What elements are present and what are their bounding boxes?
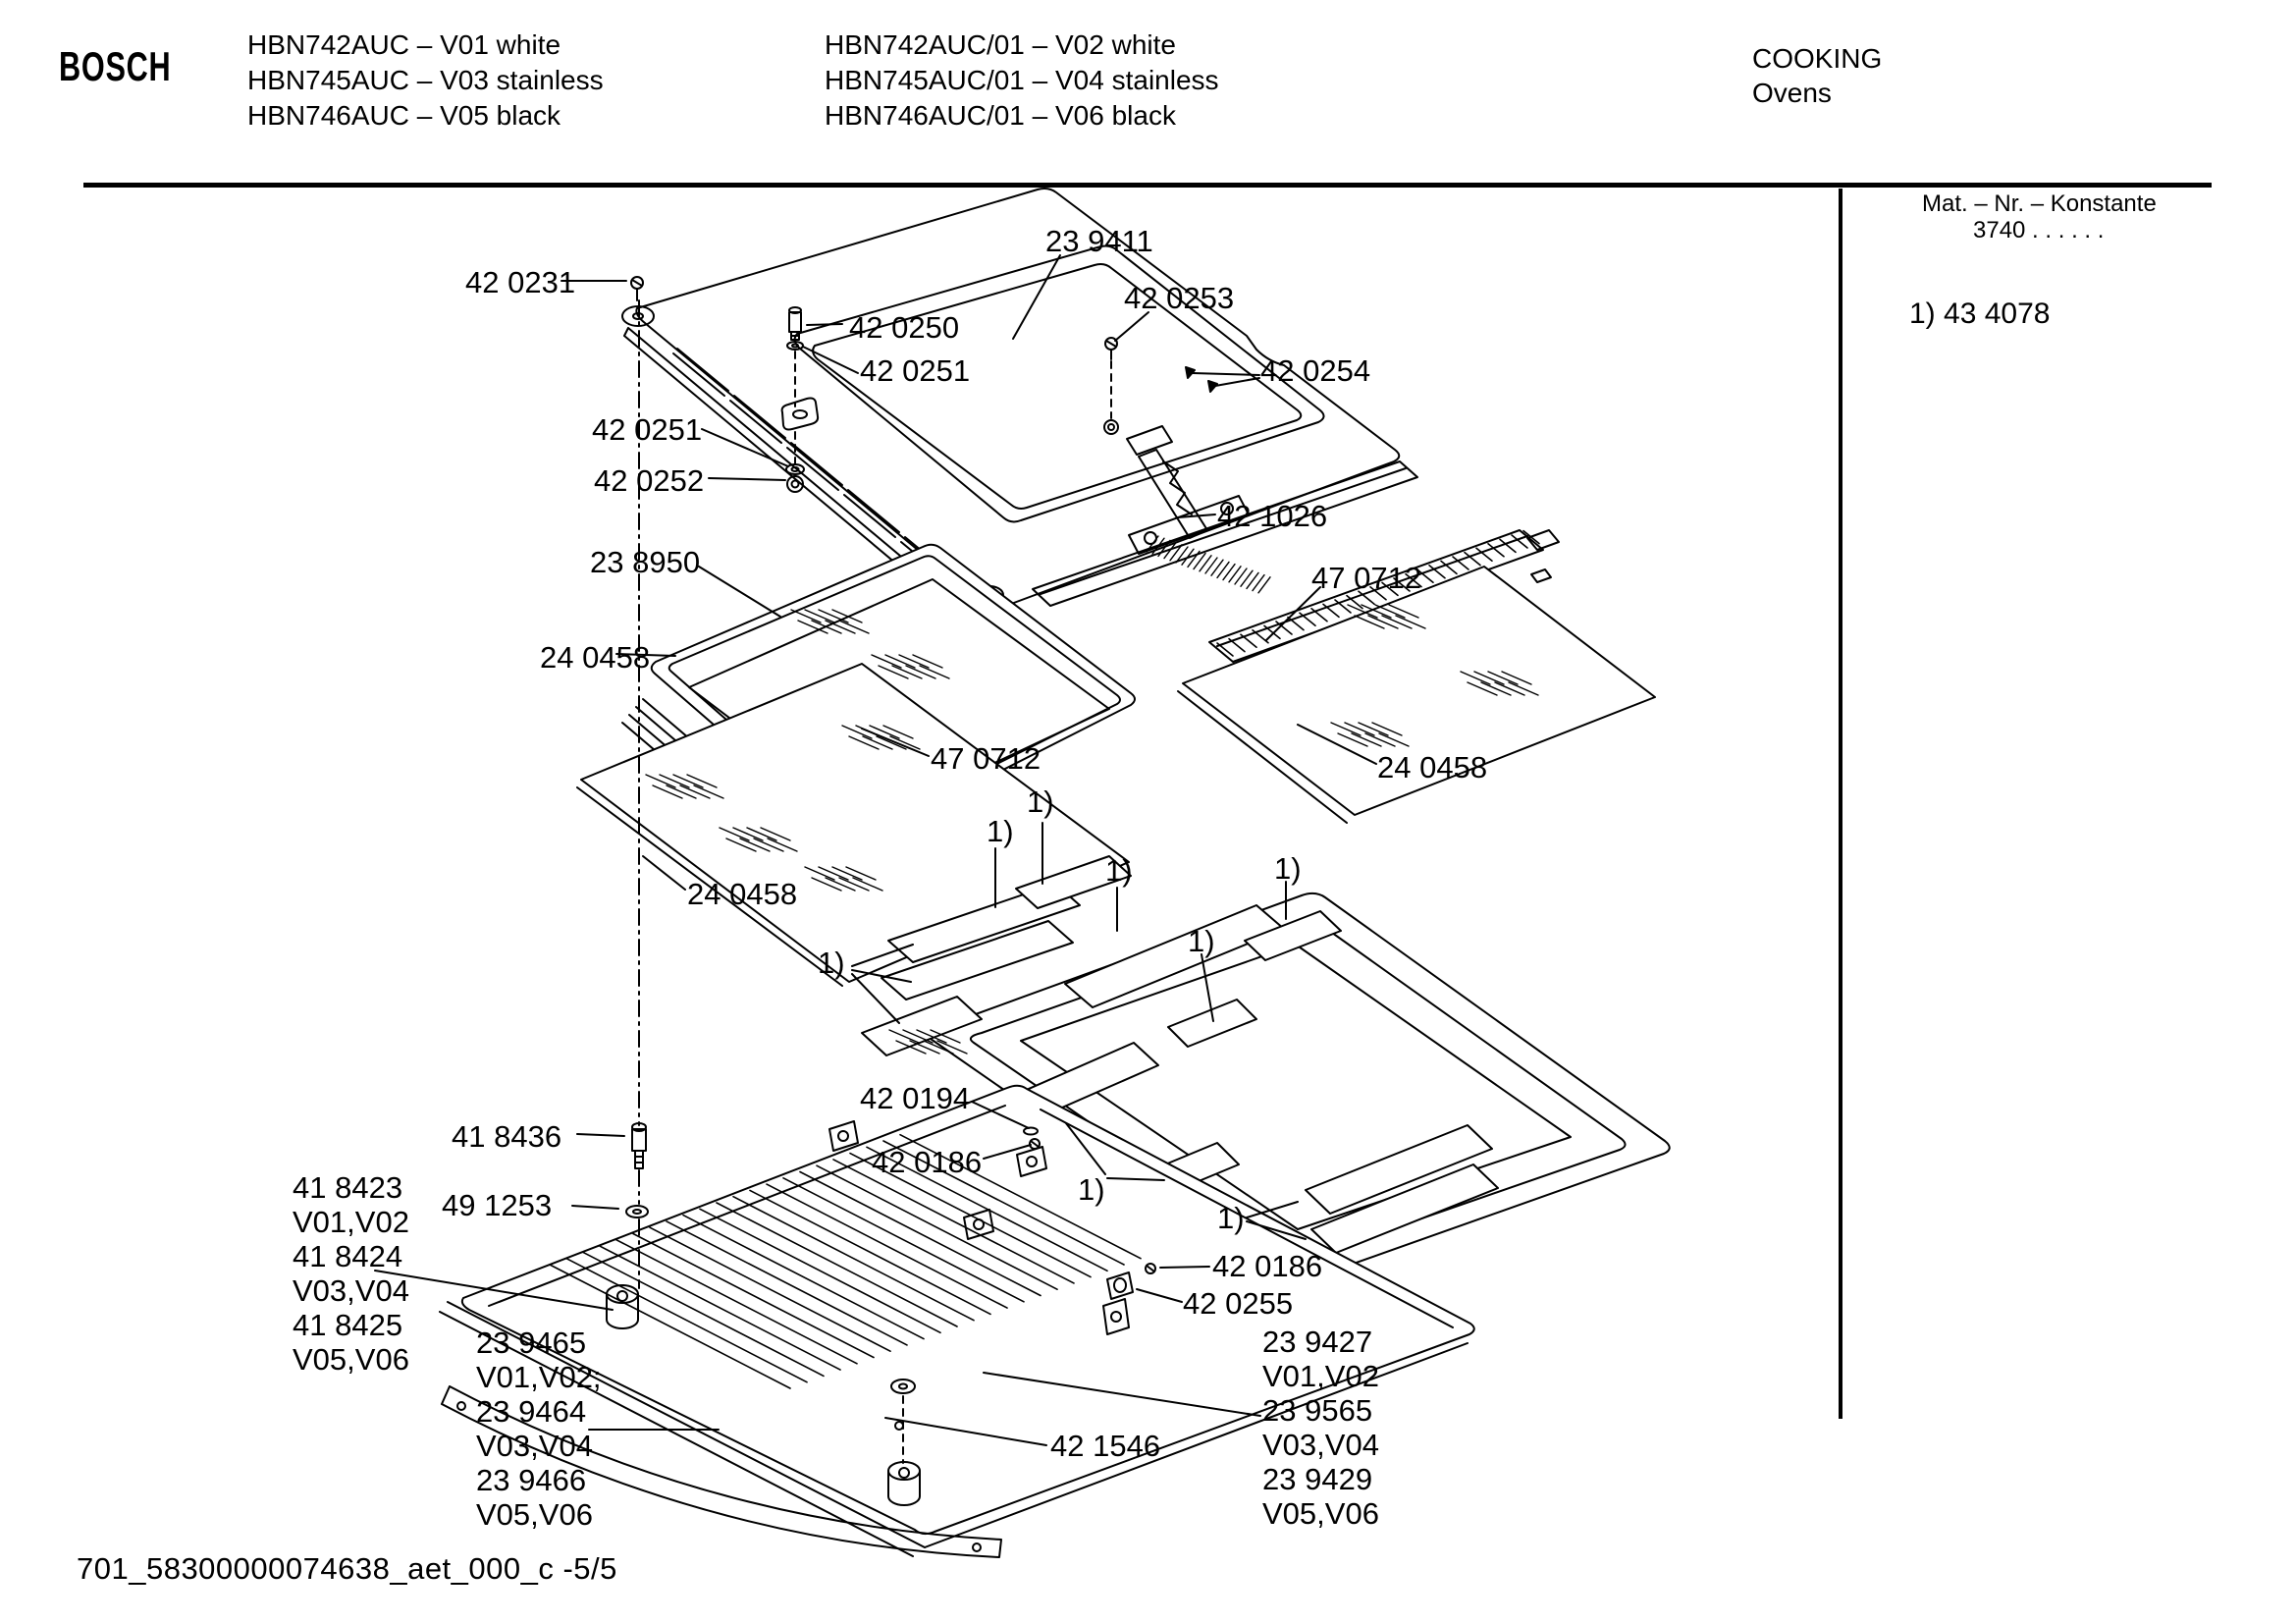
foam-ref-marker: 1) — [1217, 1201, 1245, 1235]
list-line: 23 9464 — [476, 1394, 587, 1429]
foam-ref-marker: 1) — [1188, 924, 1215, 958]
foam-ref-marker: 1) — [1027, 784, 1054, 819]
mat-nr-label: Mat. – Nr. – Konstante — [1922, 190, 2157, 217]
category-subtitle: Ovens — [1752, 78, 1832, 108]
part-label-42-0252: 42 0252 — [594, 463, 705, 498]
part-label-49-1253: 49 1253 — [442, 1188, 553, 1222]
part-label-47-0712-middle: 47 0712 — [931, 741, 1041, 776]
list-line: 41 8423 — [293, 1170, 403, 1205]
part-label-42-0253: 42 0253 — [1124, 281, 1235, 315]
model-list-left — [247, 27, 604, 134]
list-line: V05,V06 — [1262, 1496, 1379, 1531]
part-label-42-0231: 42 0231 — [465, 265, 576, 299]
list-line: V05,V06 — [293, 1342, 409, 1377]
part-label-42-0254: 42 0254 — [1260, 353, 1371, 388]
footnote-43-4078: 1) 43 4078 — [1909, 298, 2051, 330]
list-line: V01,V02; — [476, 1360, 602, 1394]
model-list-right — [825, 27, 1219, 134]
part-label-42-0251-upper: 42 0251 — [860, 353, 971, 388]
part-label-24-0458-lower: 24 0458 — [687, 877, 798, 911]
part-label-42-0186-left: 42 0186 — [872, 1145, 983, 1179]
foam-ref-marker: 1) — [1274, 851, 1302, 886]
list-line: 41 8424 — [293, 1239, 403, 1273]
list-line: V01,V02 — [293, 1205, 409, 1239]
bosch-logo: BOSCH — [59, 43, 172, 89]
part-label-41-8436: 41 8436 — [452, 1119, 562, 1154]
foam-ref-marker: 1) — [818, 946, 845, 980]
foam-ref-marker: 1) — [1105, 853, 1133, 888]
category-title: COOKING — [1752, 43, 1883, 74]
list-line: 23 9565 — [1262, 1393, 1373, 1428]
panel-variant-list — [1262, 1325, 1379, 1531]
part-label-42-0186-right: 42 0186 — [1212, 1249, 1323, 1283]
model-line: HBN745AUC/01 – V04 stainless — [825, 65, 1219, 95]
handle-variant-list — [476, 1325, 602, 1532]
list-line: V01,V02 — [1262, 1359, 1379, 1393]
part-label-42-0250: 42 0250 — [849, 310, 960, 345]
part-label-23-9411: 23 9411 — [1045, 224, 1153, 258]
foam-ref-marker: 1) — [987, 814, 1014, 848]
part-label-24-0458-right: 24 0458 — [1377, 750, 1488, 784]
model-line: HBN745AUC – V03 stainless — [247, 65, 604, 95]
part-label-42-1546: 42 1546 — [1050, 1429, 1161, 1463]
list-line: 23 9429 — [1262, 1462, 1373, 1496]
foam-ref-marker: 1) — [1078, 1172, 1105, 1207]
model-line: HBN742AUC – V01 white — [247, 29, 561, 60]
part-label-42-0251-lower: 42 0251 — [592, 412, 703, 447]
mat-nr-value: 3740 . . . . . . — [1973, 217, 2105, 243]
model-line: HBN746AUC – V05 black — [247, 100, 561, 131]
model-line: HBN742AUC/01 – V02 white — [825, 29, 1176, 60]
list-line: 23 9466 — [476, 1463, 587, 1497]
list-line: V05,V06 — [476, 1497, 593, 1532]
part-label-23-8950: 23 8950 — [590, 545, 701, 579]
part-label-24-0458-left: 24 0458 — [540, 640, 651, 675]
list-line: V03,V04 — [293, 1273, 409, 1308]
part-label-47-0712-right: 47 0712 — [1311, 561, 1422, 595]
list-line: 23 9465 — [476, 1325, 587, 1360]
door-panel-drawing — [622, 189, 1417, 646]
category-block — [1752, 41, 1882, 110]
header-rule — [83, 183, 2212, 188]
list-line: V03,V04 — [476, 1429, 593, 1463]
sidebar-divider — [1839, 189, 1842, 1419]
document-id: 701_58300000074638_aet_000_c -5/5 — [77, 1551, 617, 1586]
feet-variant-list — [293, 1170, 409, 1377]
part-label-42-0255: 42 0255 — [1183, 1286, 1294, 1321]
list-line: 23 9427 — [1262, 1325, 1373, 1359]
part-label-42-1026: 42 1026 — [1217, 499, 1328, 533]
list-line: 41 8425 — [293, 1308, 403, 1342]
model-line: HBN746AUC/01 – V06 black — [825, 100, 1176, 131]
part-label-42-0194: 42 0194 — [860, 1081, 971, 1115]
list-line: V03,V04 — [1262, 1428, 1379, 1462]
